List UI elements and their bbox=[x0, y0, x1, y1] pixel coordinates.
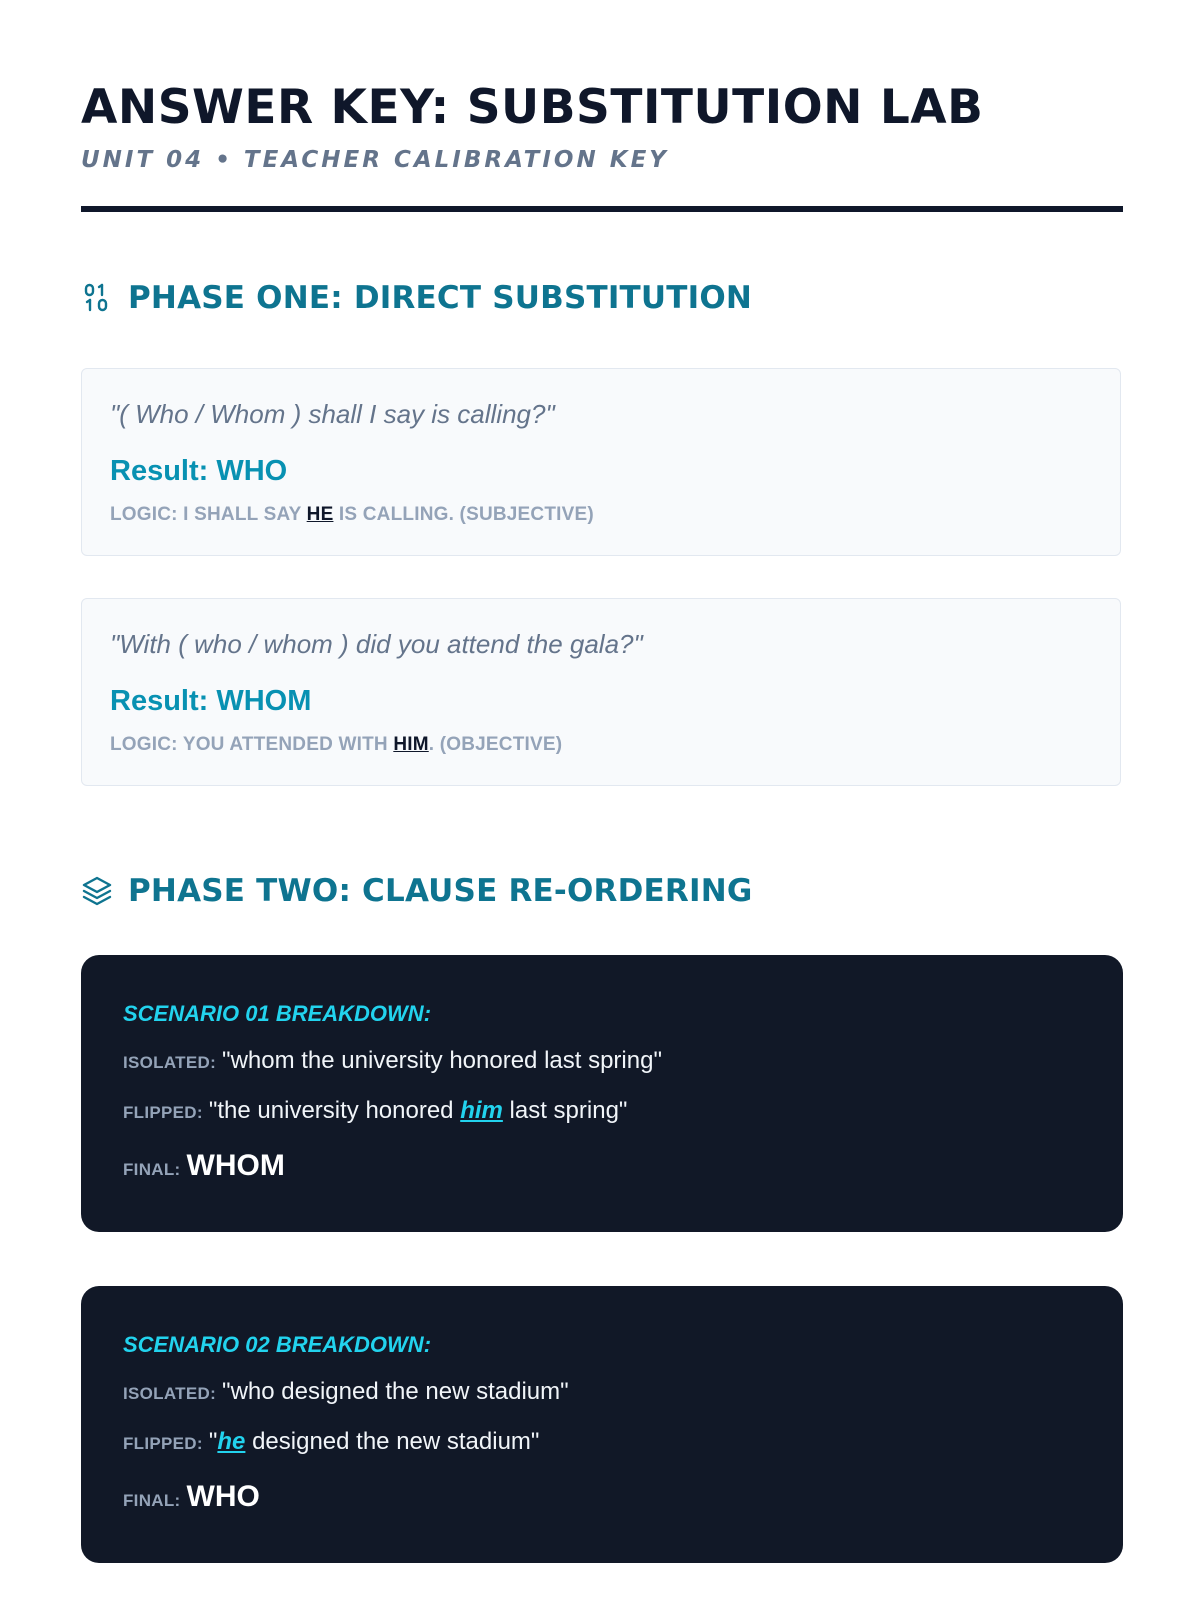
logic-text: IS CALLING. (SUBJECTIVE) bbox=[333, 504, 594, 525]
substitution-card-1 bbox=[81, 368, 1121, 556]
flipped-text: "the university honored bbox=[208, 1097, 461, 1124]
isolated-row bbox=[123, 1378, 569, 1406]
isolated-row bbox=[123, 1047, 662, 1075]
result-answer: Result: WHO bbox=[110, 455, 288, 487]
phase-two-heading bbox=[81, 871, 752, 911]
flipped-pronoun: he bbox=[217, 1428, 246, 1455]
layers-icon bbox=[81, 875, 113, 907]
title-divider bbox=[81, 206, 1123, 212]
result-answer: Result: WHOM bbox=[110, 685, 312, 717]
isolated-text: "who designed the new stadium" bbox=[222, 1378, 569, 1405]
final-row bbox=[123, 1149, 285, 1183]
flipped-row bbox=[123, 1097, 627, 1125]
question-prompt: "With ( who / whom ) did you attend the gala?" bbox=[110, 629, 643, 659]
page-title: ANSWER KEY: SUBSTITUTION LAB bbox=[81, 80, 984, 135]
flipped-label: FLIPPED: bbox=[123, 1434, 203, 1453]
logic-explanation bbox=[110, 734, 562, 756]
flipped-row bbox=[123, 1428, 539, 1456]
binary-icon bbox=[81, 282, 113, 314]
substitution-card-2 bbox=[81, 598, 1121, 786]
logic-explanation bbox=[110, 504, 594, 526]
final-answer: WHO bbox=[186, 1480, 260, 1513]
phase-two-title: PHASE TWO: CLAUSE RE-ORDERING bbox=[128, 873, 753, 909]
scenario-card-2 bbox=[81, 1286, 1123, 1563]
scenario-card-1 bbox=[81, 955, 1123, 1232]
logic-key-pronoun: HE bbox=[306, 504, 334, 525]
flipped-text: " bbox=[208, 1428, 218, 1455]
scenario-title: SCENARIO 02 BREAKDOWN: bbox=[123, 1332, 432, 1357]
final-label: FINAL: bbox=[123, 1160, 181, 1179]
scenario-title: SCENARIO 01 BREAKDOWN: bbox=[123, 1001, 432, 1026]
logic-text: LOGIC: YOU ATTENDED WITH bbox=[110, 734, 394, 755]
question-prompt: "( Who / Whom ) shall I say is calling?" bbox=[110, 399, 555, 429]
phase-one-heading bbox=[81, 278, 752, 318]
flipped-text: designed the new stadium" bbox=[245, 1428, 540, 1455]
isolated-text: "whom the university honored last spring" bbox=[222, 1047, 662, 1074]
page-subtitle: UNIT 04 • TEACHER CALIBRATION KEY bbox=[81, 147, 669, 173]
logic-text: LOGIC: I SHALL SAY bbox=[110, 504, 307, 525]
isolated-label: ISOLATED: bbox=[123, 1053, 217, 1072]
final-row bbox=[123, 1480, 260, 1514]
flipped-pronoun: him bbox=[460, 1097, 503, 1124]
logic-key-pronoun: HIM bbox=[393, 734, 429, 755]
logic-text: . (OBJECTIVE) bbox=[428, 734, 563, 755]
final-answer: WHOM bbox=[186, 1149, 285, 1182]
flipped-label: FLIPPED: bbox=[123, 1103, 203, 1122]
phase-one-title: PHASE ONE: DIRECT SUBSTITUTION bbox=[128, 280, 753, 316]
flipped-text: last spring" bbox=[502, 1097, 628, 1124]
final-label: FINAL: bbox=[123, 1491, 181, 1510]
isolated-label: ISOLATED: bbox=[123, 1384, 217, 1403]
